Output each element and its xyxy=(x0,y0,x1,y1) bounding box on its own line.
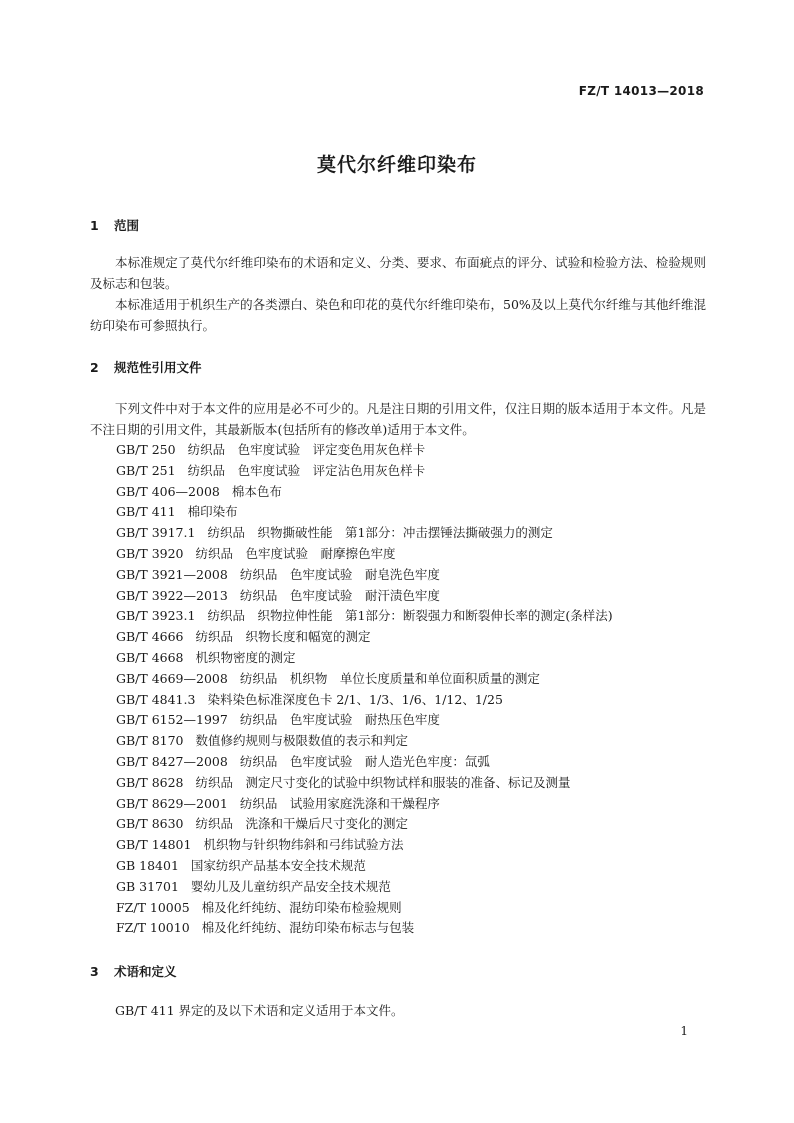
list-item xyxy=(90,544,706,565)
reference-code: GB/T 411 xyxy=(116,504,176,520)
list-item xyxy=(90,627,706,648)
reference-title: 婴幼儿及儿童纺织产品安全技术规范 xyxy=(190,878,391,894)
list-item xyxy=(90,606,706,627)
reference-title: 纺织品 色牢度试验 评定变色用灰色样卡 xyxy=(187,442,426,457)
section-heading-normative-references xyxy=(90,358,202,376)
list-item xyxy=(90,482,706,503)
reference-title: 纺织品 色牢度试验 耐皂洗色牢度 xyxy=(239,566,440,582)
list-item xyxy=(90,586,706,607)
list-item xyxy=(90,877,706,898)
reference-code: GB/T 3921—2008 xyxy=(116,566,228,582)
reference-code: GB/T 3920 xyxy=(116,545,184,561)
reference-title: 纺织品 机织物 单位长度质量和单位面积质量的测定 xyxy=(239,670,540,686)
reference-title: 纺织品 色牢度试验 耐人造光色牢度：氙弧 xyxy=(239,753,490,769)
list-item xyxy=(90,731,706,752)
reference-code: GB/T 14801 xyxy=(116,837,192,853)
reference-title: 机织物密度的测定 xyxy=(195,649,296,665)
reference-title: 棉及化纤纯纺、混纺印染布检验规则 xyxy=(201,899,402,915)
section-number: 3 xyxy=(90,964,99,979)
reference-code: GB/T 8629—2001 xyxy=(116,795,228,811)
list-item xyxy=(90,565,706,586)
reference-title: 纺织品 色牢度试验 评定沾色用灰色样卡 xyxy=(187,462,426,478)
reference-title: 纺织品 织物长度和幅宽的测定 xyxy=(195,629,371,645)
reference-title: 纺织品 测定尺寸变化的试验中织物试样和服装的准备、标记及测量 xyxy=(195,774,571,790)
reference-title: 纺织品 织物拉伸性能 第1部分：断裂强力和断裂伸长率的测定(条样法) xyxy=(207,608,613,624)
list-item xyxy=(90,710,706,731)
list-item xyxy=(90,648,706,669)
section-title: 术语和定义 xyxy=(114,964,177,979)
list-item xyxy=(90,898,706,919)
reference-title: 棉及化纤纯纺、混纺印染布标志与包装 xyxy=(201,920,415,936)
reference-code: GB/T 4841.3 xyxy=(116,691,196,707)
reference-code: GB/T 406—2008 xyxy=(116,483,220,499)
section-title: 规范性引用文件 xyxy=(114,360,202,375)
section-number: 2 xyxy=(90,360,99,375)
section-title: 范围 xyxy=(114,218,140,233)
reference-code: FZ/T 10010 xyxy=(116,920,190,936)
section-heading-scope xyxy=(90,216,139,234)
reference-code: GB/T 3917.1 xyxy=(116,525,196,541)
list-item xyxy=(90,440,706,461)
page-number: 1 xyxy=(680,1024,688,1038)
reference-code: GB 31701 xyxy=(116,878,179,894)
reference-title: 数值修约规则与极限数值的表示和判定 xyxy=(195,733,409,749)
list-item xyxy=(90,918,706,939)
reference-code: GB 18401 xyxy=(116,857,179,873)
reference-title: 纺织品 色牢度试验 耐汗渍色牢度 xyxy=(239,587,440,603)
list-item xyxy=(90,690,706,711)
reference-code: GB/T 8170 xyxy=(116,733,184,749)
reference-title: 机织物与针织物纬斜和弓纬试验方法 xyxy=(203,837,404,853)
standard-code: FZ/T 14013—2018 xyxy=(578,84,704,98)
section-number: 1 xyxy=(90,218,99,233)
reference-code: GB/T 251 xyxy=(116,462,176,478)
reference-code: GB/T 3923.1 xyxy=(116,608,196,624)
reference-title: 纺织品 洗涤和干燥后尺寸变化的测定 xyxy=(195,816,409,832)
list-item xyxy=(90,814,706,835)
list-item xyxy=(90,669,706,690)
reference-title: 染料染色标准深度色卡 2/1、1/3、1/6、1/12、1/25 xyxy=(207,691,503,707)
document-title: 莫代尔纤维印染布 xyxy=(316,154,477,176)
scope-paragraph-1: 本标准规定了莫代尔纤维印染布的术语和定义、分类、要求、布面疵点的评分、试验和检验方法、检验规则及标志和包装。 xyxy=(90,255,706,291)
reference-title: 棉本色布 xyxy=(231,483,282,499)
section-heading-terms-definitions xyxy=(90,962,177,980)
list-item xyxy=(90,856,706,877)
reference-list xyxy=(90,440,706,939)
terms-paragraph: GB/T 411 界定的及以下术语和定义适用于本文件。 xyxy=(115,1003,404,1018)
reference-title: 纺织品 试验用家庭洗涤和干燥程序 xyxy=(239,795,440,811)
reference-title: 纺织品 色牢度试验 耐热压色牢度 xyxy=(239,712,440,728)
reference-code: GB/T 8427—2008 xyxy=(116,753,228,769)
reference-title: 棉印染布 xyxy=(187,504,238,520)
reference-title: 国家纺织产品基本安全技术规范 xyxy=(190,857,366,873)
list-item xyxy=(90,773,706,794)
reference-code: GB/T 4668 xyxy=(116,649,184,665)
reference-code: GB/T 8628 xyxy=(116,774,184,790)
list-item xyxy=(90,835,706,856)
reference-code: GB/T 4669—2008 xyxy=(116,670,228,686)
reference-code: FZ/T 10005 xyxy=(116,899,190,915)
reference-code: GB/T 3922—2013 xyxy=(116,587,228,603)
list-item xyxy=(90,752,706,773)
list-item xyxy=(90,502,706,523)
reference-code: GB/T 6152—1997 xyxy=(116,712,228,728)
reference-code: GB/T 4666 xyxy=(116,629,184,645)
reference-code: GB/T 8630 xyxy=(116,816,184,832)
list-item xyxy=(90,461,706,482)
references-intro-paragraph: 下列文件中对于本文件的应用是必不可少的。凡是注日期的引用文件，仅注日期的版本适用于本文件。凡是不注日期的引用文件，其最新版本(包括所有的修改单)适用于本文件。 xyxy=(90,401,706,437)
reference-code: GB/T 250 xyxy=(116,442,176,457)
list-item xyxy=(90,794,706,815)
reference-title: 纺织品 色牢度试验 耐摩擦色牢度 xyxy=(195,545,396,561)
reference-title: 纺织品 织物撕破性能 第1部分：冲击摆锤法撕破强力的测定 xyxy=(207,525,553,541)
scope-paragraph-2: 本标准适用于机织生产的各类漂白、染色和印花的莫代尔纤维印染布，50%及以上莫代尔纤维与其他纤维混纺印染布可参照执行。 xyxy=(90,297,706,333)
list-item xyxy=(90,523,706,544)
